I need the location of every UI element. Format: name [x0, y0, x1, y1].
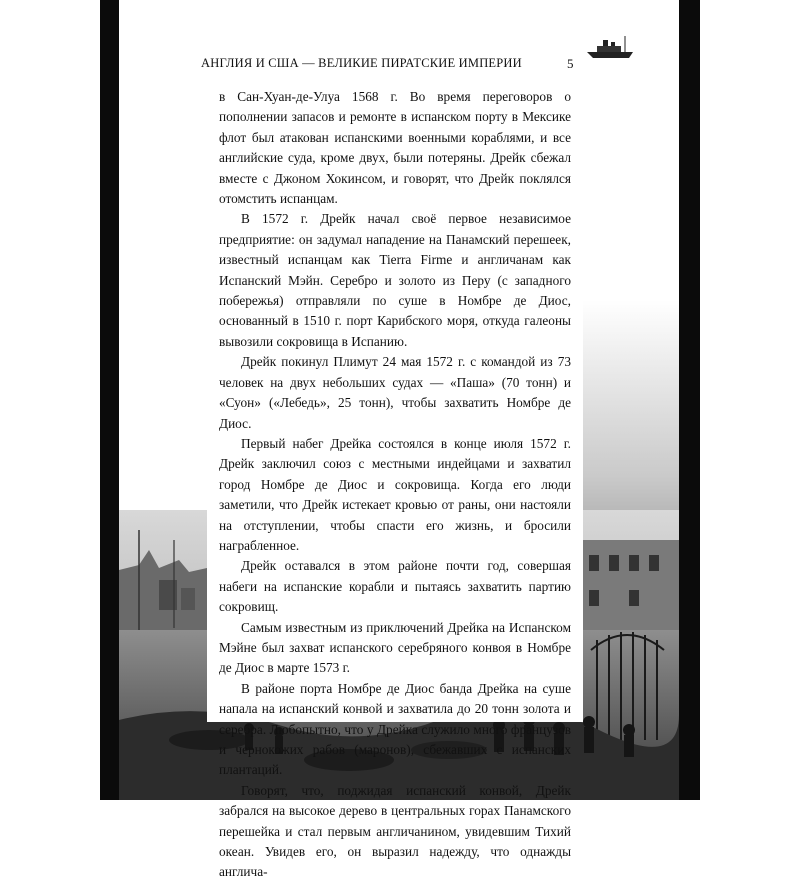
- paragraph: Первый набег Дрейка состоялся в конце июля 1572 г. Дрейк заключил союз с местными индейцами и захватил город Номбре де Диос и сокровища. Когда его люди заметили, что Дрейк истекает кровью от раны, они настояли на отступлении, чтобы спасти его жизнь, и бросили награбленное.: [219, 435, 571, 553]
- book-edge-right: [679, 0, 700, 800]
- paragraph: Говорят, что, поджидая испанский конвой, Дрейк забрался на высокое дерево в центральных горах Панамского перешейка и стал первым англичанином, увидевшим Тихий океан. Увидев его, он выразил надежду, что однажды англича-: [219, 782, 571, 880]
- paragraph: в Сан-Хуан-де-Улуа 1568 г. Во время переговоров о пополнении запасов и ремонте в испанском порту в Мексике флот был атакован испанскими военными кораблями, и все английские суда, кроме двух, были потеряны. Дрейк сбежал вместе с Джоном Хокинсом, и говорят, что Дрейк поклялся отомстить испанцам.: [219, 89, 571, 207]
- paragraph: Дрейк оставался в этом районе почти год, совершая набеги на испанские корабли и пытаясь захватить партию сокровищ.: [219, 558, 571, 615]
- ship-icon: [585, 34, 637, 60]
- paragraph: Дрейк покинул Плимут 24 мая 1572 г. с командой из 73 человек на двух небольших судах — «Паша» (70 тонн) и «Суон» («Лебедь», 25 тонн), чтобы захватить Номбре де Диос.: [219, 354, 571, 431]
- paragraph: В районе порта Номбре де Диос банда Дрейка на суше напала на испанский конвой и захватила до 20 тонн золота и серебра. Любопытно, что у Дрейка служило много французов и чернокожих рабов (маронов), сбежавших с испанских плантаций.: [219, 680, 571, 778]
- running-header: АНГЛИЯ И США — ВЕЛИКИЕ ПИРАТСКИЕ ИМПЕРИИ: [201, 56, 522, 70]
- left-margin: [0, 0, 100, 800]
- paragraph: Самым известным из приключений Дрейка на Испанском Мэйне был захват испанского серебряного конвоя в Номбре де Диос в марте 1573 г.: [219, 619, 571, 676]
- page-number: 5: [567, 56, 574, 71]
- book-page: [119, 0, 679, 880]
- body-text: [219, 87, 571, 883]
- paragraph: В 1572 г. Дрейк начал своё первое независимое предприятие: он задумал нападение на Панамский перешеек, известный испанцам как Tierra Firme и англичанам как Испанский Мэйн. Серебро и золото из Перу (с западного побережья) отправляли по суше в Номбре де Диос, основанный в 1510 г. порт Карибского моря, откуда галеоны вывозили сокровища в Испанию.: [219, 211, 571, 349]
- book-edge-left: [100, 0, 119, 800]
